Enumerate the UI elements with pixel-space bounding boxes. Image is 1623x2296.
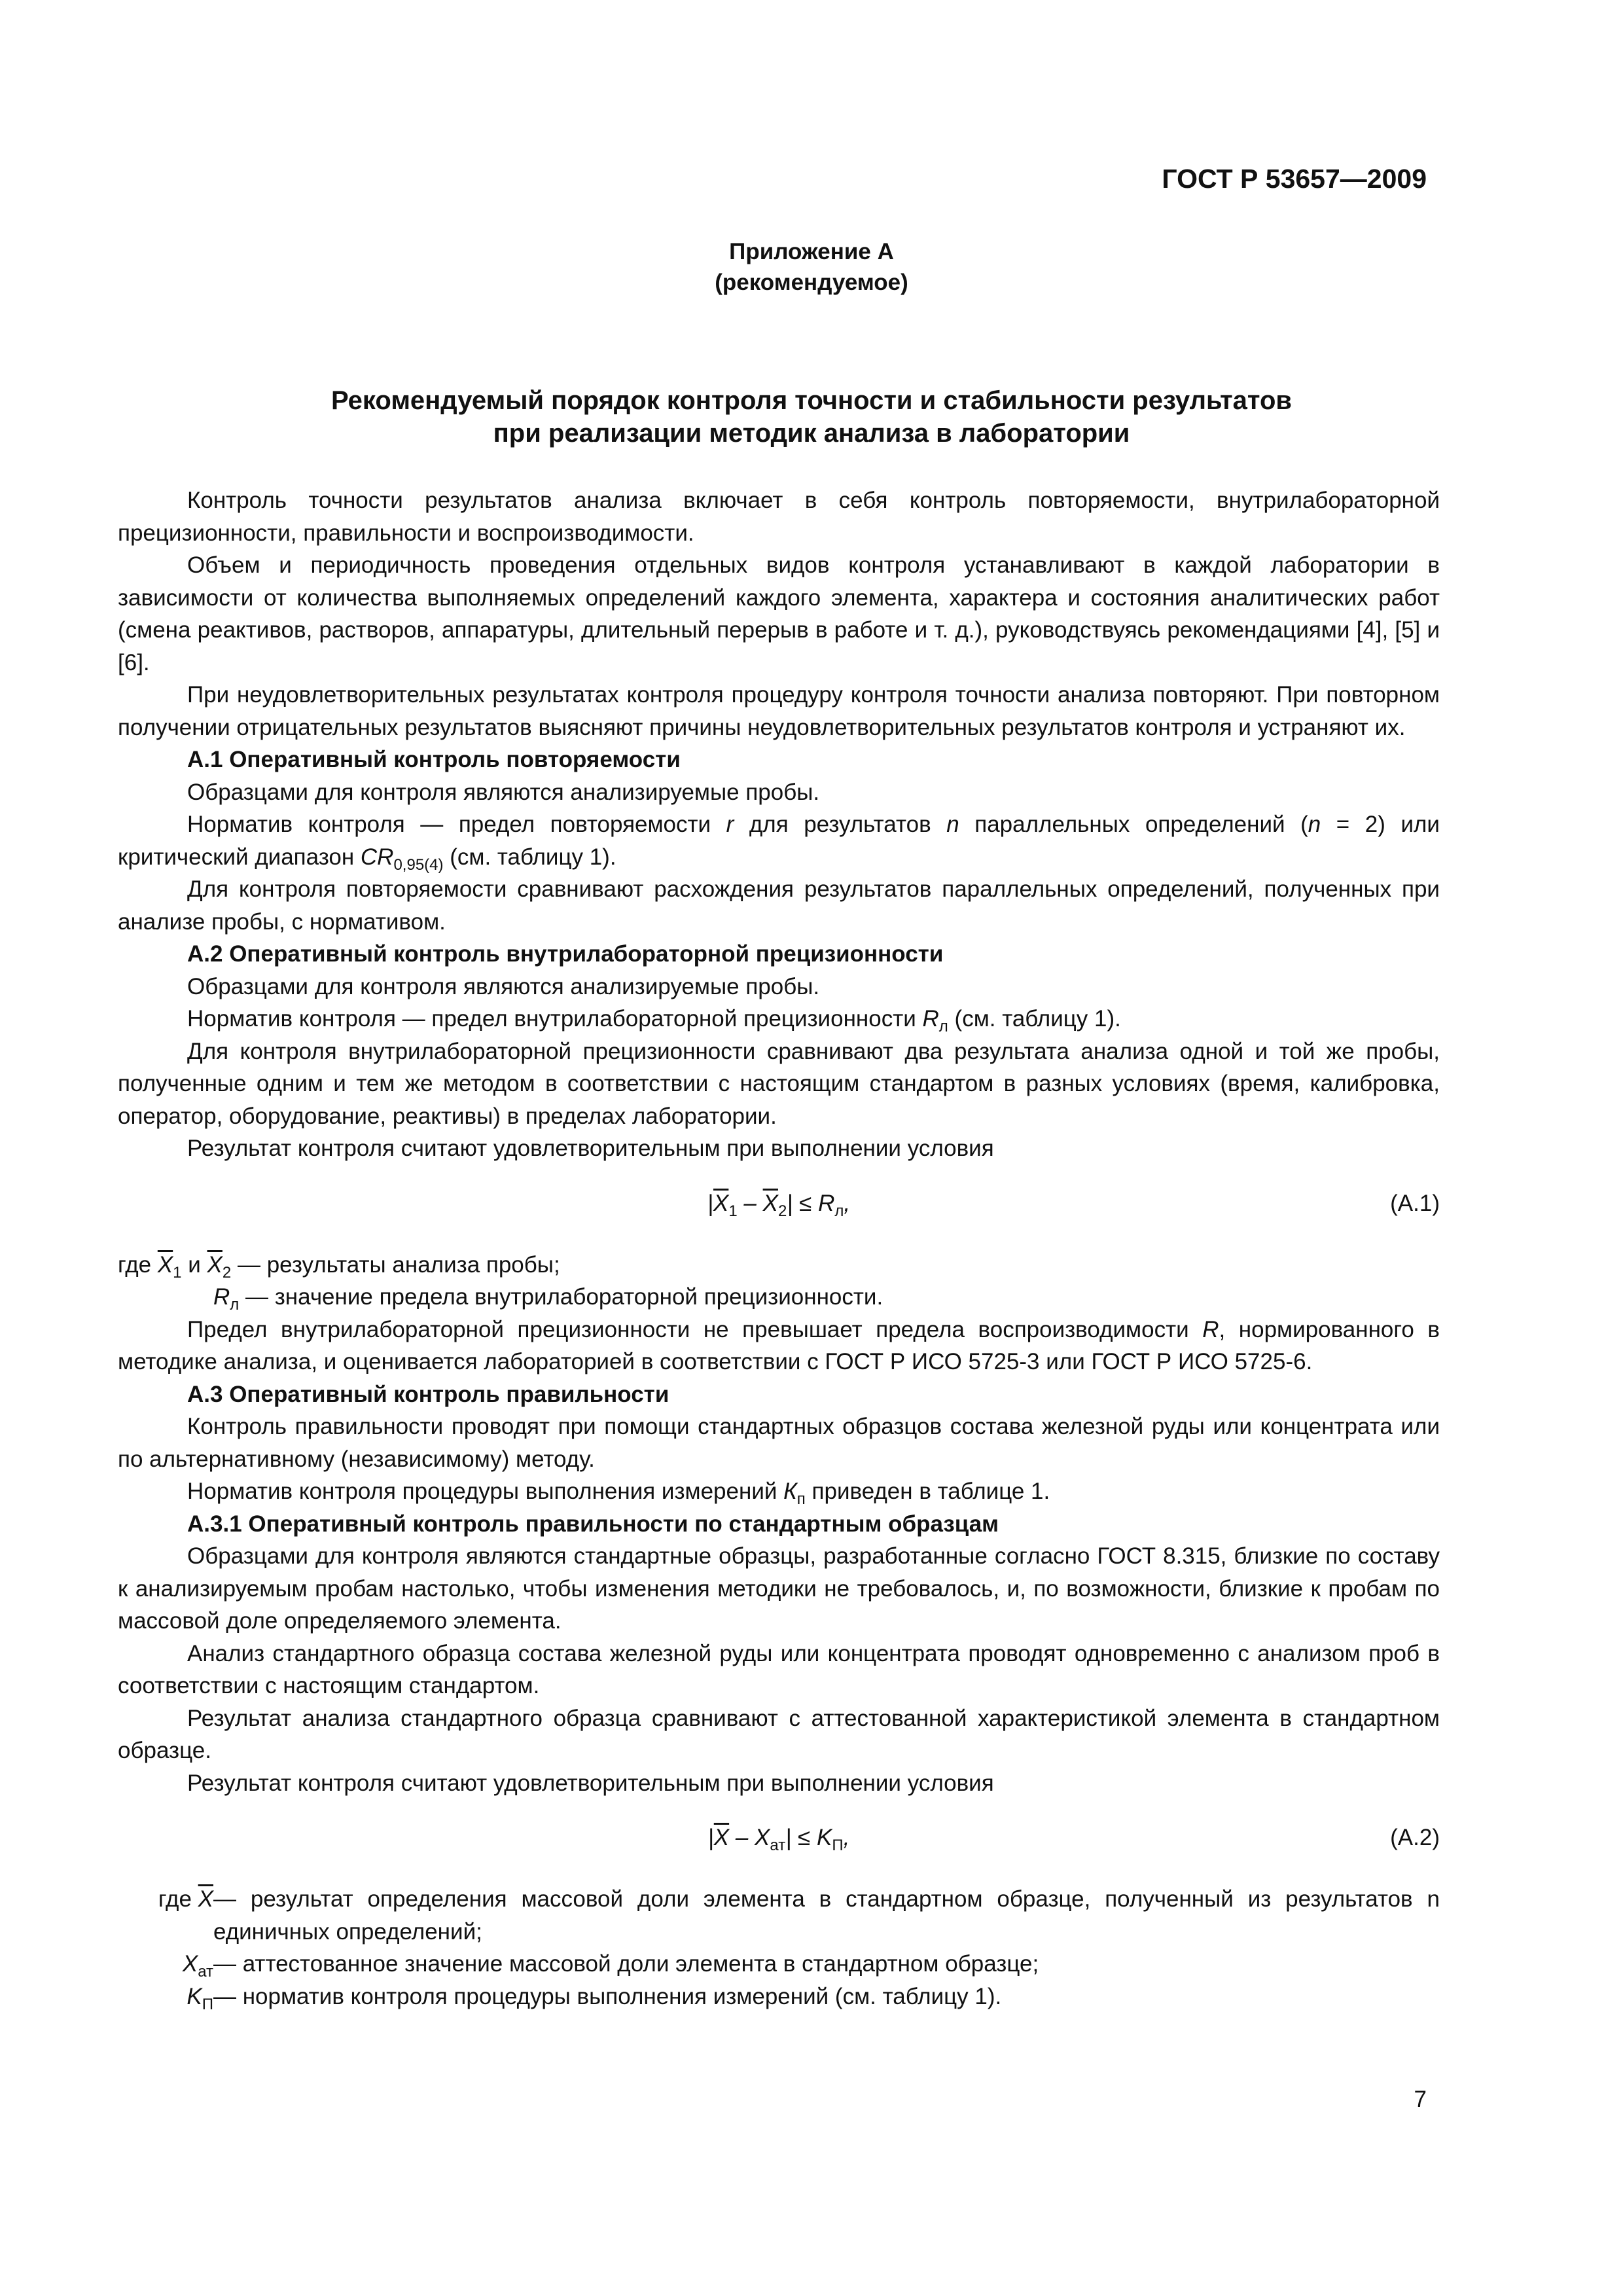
formula-a1-expression: $|\overline{X}_1 - \overline{X}_2| \le R_л$, [707, 1190, 851, 1220]
intro-paragraph-2: Объем и периодичность проведения отдельных видов контроля устанавливают в каждой лаборатории в зависимости от количества выполняемых определений каждого элемента, характера и состояния аналитических работ (смена реактивов, растворов, аппаратуры, длительный перерыв в работе и т. д.), руководствуясь рекомендациями [4], [5] и [6]. [118, 552, 1440, 675]
a3-paragraph-2: Норматив контроля процедуры выполнения измерений $К_п$ приведен в таблице 1. [187, 1479, 1050, 1508]
document-id: ГОСТ Р 53657—2009 [1162, 164, 1427, 194]
formula-a2-expression: $|\overline{X} - X_{ат}| \le K_П$, [707, 1825, 850, 1854]
a31-definition-kp: $K_П$ — норматив контроля процедуры выполнения измерений (см. таблицу 1). [187, 1983, 1002, 2013]
a2-paragraph-5: Предел внутрилабораторной прецизионности не превышает предела воспроизводимости R, нормированного в методике анализа, и оценивается лабораторией в соответствии с ГОСТ Р ИСО 5725-3 или ГОСТ Р ИСО 5725-6. [118, 1316, 1440, 1374]
a2-paragraph-2: Норматив контроля — предел внутрилабораторной прецизионности $R_л$ (см. таблицу 1). [187, 1006, 1121, 1035]
document-body [118, 484, 1440, 2013]
appendix-label: Приложение А [729, 239, 894, 264]
a31-paragraph-4: Результат контроля считают удовлетворительным при выполнении условия [187, 1770, 994, 1796]
a31-paragraph-1: Образцами для контроля являются стандартные образцы, разработанные согласно ГОСТ 8.315, близкие по составу к анализируемым пробам настолько, чтобы изменения методики не требовалось, и, по возможности, близкие к пробам по массовой доле определяемого элемента. [118, 1543, 1440, 1634]
appendix-status: (рекомендуемое) [715, 270, 908, 295]
a31-definition-xat: $X_{ат}$ — аттестованное значение массовой доли элемента в стандартном образце; [182, 1951, 1039, 1981]
section-a3-heading: А.3 Оперативный контроль правильности [187, 1381, 669, 1407]
a1-paragraph-2: Норматив контроля — предел повторяемости r для результатов n параллельных определений (n = 2) или критический диапазон $CR_{0,95(4)}$ (см. таблицу 1). [118, 812, 1440, 874]
a2-definition-r: $R_л$ — значение предела внутрилабораторной прецизионности. [213, 1284, 883, 1314]
a1-paragraph-3: Для контроля повторяемости сравнивают расхождения результатов параллельных определений, полученных при анализе пробы, с нормативом. [118, 876, 1440, 935]
section-a1-heading: А.1 Оперативный контроль повторяемости [187, 747, 681, 772]
page-number: 7 [1414, 2087, 1427, 2112]
a2-where-line: где $\overline{X}_1$ и $\overline{X}_2$ — результаты анализа пробы; [118, 1251, 560, 1282]
formula-a1 [118, 1169, 1440, 1245]
section-a2-heading: А.2 Оперативный контроль внутрилабораторной прецизионности [187, 941, 944, 967]
intro-paragraph-1: Контроль точности результатов анализа включает в себя контроль повторяемости, внутрилабораторной прецизионности, правильности и воспроизводимости. [118, 488, 1440, 546]
a1-paragraph-1: Образцами для контроля являются анализируемые пробы. [187, 779, 820, 805]
section-a31-heading: А.3.1 Оперативный контроль правильности по стандартным образцам [187, 1511, 999, 1537]
intro-paragraph-3: При неудовлетворительных результатах контроля процедуру контроля точности анализа повторяют. При повторном получении отрицательных результатов выясняют причины неудовлетворительных результатов контроля и устраняют их. [118, 682, 1440, 740]
a3-paragraph-1: Контроль правильности проводят при помощи стандартных образцов состава железной руды или концентрата или по альтернативному (независимому) методу. [118, 1414, 1440, 1472]
formula-a2 [118, 1803, 1440, 1879]
a31-definition-x: где $\overline{X}$ — результат определения массовой доли элемента в стандартном образце, полученный из результатов n единичных определений; [158, 1886, 1440, 1945]
formula-a2-number: (А.2) [1390, 1825, 1440, 1850]
a31-paragraph-3: Результат анализа стандартного образца сравнивают с аттестованной характеристикой элемента в стандартном образце. [118, 1705, 1440, 1763]
a31-paragraph-2: Анализ стандартного образца состава железной руды или концентрата проводят одновременно с анализом проб в соответствии с настоящим стандартом. [118, 1640, 1440, 1698]
formula-a1-number: (А.1) [1390, 1190, 1440, 1216]
a31-definitions [118, 1883, 1440, 2013]
a2-paragraph-1: Образцами для контроля являются анализируемые пробы. [187, 973, 820, 999]
a2-paragraph-4: Результат контроля считают удовлетворительным при выполнении условия [187, 1136, 994, 1161]
a2-paragraph-3: Для контроля внутрилабораторной прецизионности сравнивают два результата анализа одной и той же пробы, полученные одним и тем же методом в соответствии с настоящим стандартом в разных условиях (время, калибровка, оператор, оборудование, реактивы) в пределах лаборатории. [118, 1038, 1440, 1129]
title-line-2: при реализации методик анализа в лаборатории [493, 419, 1130, 448]
title-line-1: Рекомендуемый порядок контроля точности и стабильности результатов [330, 386, 1292, 415]
